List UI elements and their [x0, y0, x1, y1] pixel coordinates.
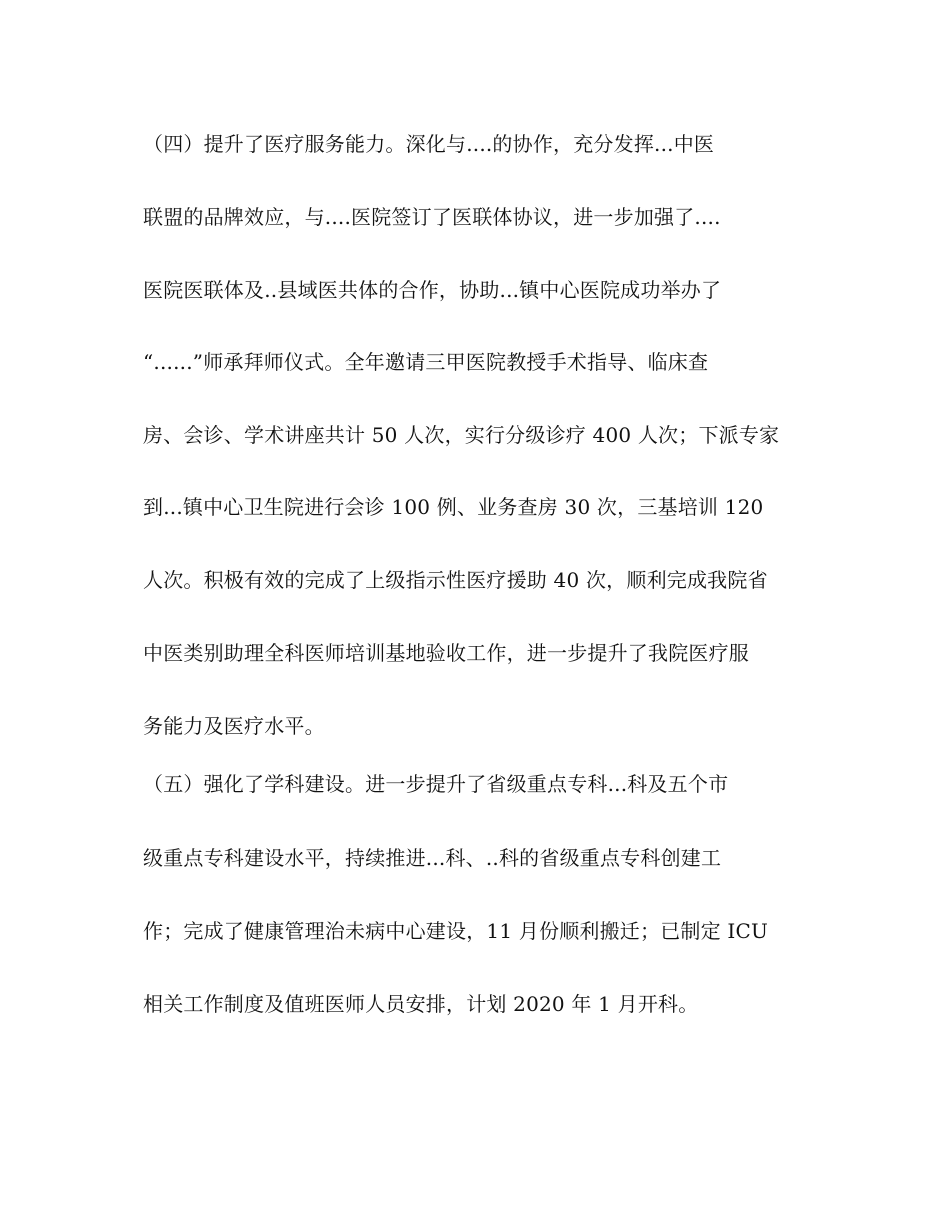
- paragraph-line: 人次。积极有效的完成了上级指示性医疗援助 40 次，顺利完成我院省: [143, 568, 768, 592]
- paragraph-line: 相关工作制度及值班医师人员安排，计划 2020 年 1 月开科。: [143, 992, 699, 1016]
- paragraph-line: 房、会诊、学术讲座共计 50 人次，实行分级诊疗 400 人次；下派专家: [143, 423, 780, 447]
- paragraph-line: （四）提升了医疗服务能力。深化与....的协作，充分发挥...中医: [143, 132, 715, 156]
- paragraph-line: 级重点专科建设水平，持续推进...科、..科的省级重点专科创建工: [143, 846, 722, 870]
- paragraph-line: 联盟的品牌效应，与....医院签订了医联体协议，进一步加强了....: [143, 205, 721, 229]
- paragraph-line: 作；完成了健康管理治未病中心建设，11 月份顺利搬迁；已制定 ICU: [143, 919, 769, 943]
- paragraph-line: （五）强化了学科建设。进一步提升了省级重点专科...科及五个市: [143, 772, 729, 796]
- paragraph-line: 医院医联体及..县域医共体的合作，协助...镇中心医院成功举办了: [143, 278, 722, 302]
- paragraph-line: “......”师承拜师仪式。全年邀请三甲医院教授手术指导、临床查: [143, 350, 709, 374]
- paragraph-line: 务能力及医疗水平。: [143, 714, 325, 738]
- paragraph-line: 到...镇中心卫生院进行会诊 100 例、业务查房 30 次，三基培训 120: [143, 495, 764, 519]
- paragraph-line: 中医类别助理全科医师培训基地验收工作，进一步提升了我院医疗服: [143, 641, 749, 665]
